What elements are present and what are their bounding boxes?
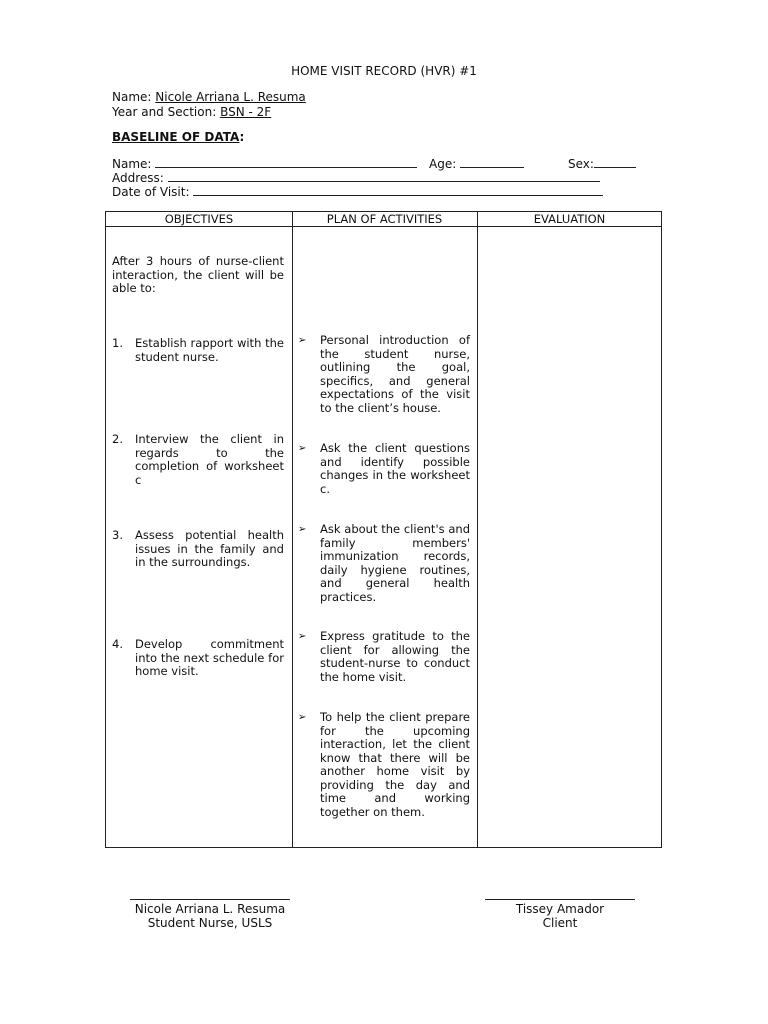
activity-item bbox=[298, 711, 470, 819]
student-signature-block bbox=[120, 899, 300, 930]
baseline-name-label: Name: bbox=[112, 157, 152, 171]
header-evaluation: EVALUATION bbox=[533, 212, 606, 226]
header-divider bbox=[106, 226, 661, 227]
objective-number: 2. bbox=[112, 432, 123, 446]
student-signature-role: Student Nurse, USLS bbox=[147, 916, 273, 930]
baseline-age-field[interactable] bbox=[429, 157, 524, 171]
baseline-date-field[interactable] bbox=[112, 185, 603, 199]
client-signature-name: Tissey Amador bbox=[515, 902, 605, 916]
activity-text: Express gratitude to the client for allowing the student-nurse to conduct the home visit. bbox=[320, 629, 470, 684]
objective-item bbox=[112, 433, 284, 487]
baseline-age-label: Age: bbox=[429, 157, 457, 171]
hvr-table bbox=[105, 211, 662, 848]
signature-line bbox=[485, 899, 635, 900]
year-section-row bbox=[112, 105, 271, 119]
baseline-heading-colon: : bbox=[239, 130, 245, 144]
activity-item bbox=[298, 523, 470, 604]
objective-item bbox=[112, 638, 284, 679]
activity-text: To help the client prepare for the upcoming interaction, let the client know that there will be another home visit by providing the day and time and working together on them. bbox=[320, 710, 470, 819]
baseline-sex-label: Sex: bbox=[568, 157, 594, 171]
baseline-address-label: Address: bbox=[112, 171, 164, 185]
baseline-sex-field[interactable] bbox=[568, 157, 636, 171]
objective-number: 3. bbox=[112, 528, 123, 542]
student-name-value: Nicole Arriana L. Resuma bbox=[155, 90, 306, 104]
baseline-name-field[interactable] bbox=[112, 157, 417, 171]
baseline-age-line[interactable] bbox=[460, 157, 524, 168]
header-objectives: OBJECTIVES bbox=[164, 212, 234, 226]
client-signature-block bbox=[475, 899, 645, 930]
arrow-bullet-icon: ➢ bbox=[298, 524, 307, 535]
column-divider bbox=[477, 212, 478, 847]
arrow-bullet-icon: ➢ bbox=[298, 631, 307, 642]
student-name-row bbox=[112, 90, 306, 104]
client-signature-role: Client bbox=[542, 916, 578, 930]
baseline-heading bbox=[112, 130, 244, 144]
activity-item bbox=[298, 442, 470, 496]
year-section-value: BSN - 2F bbox=[220, 105, 272, 119]
activity-text: Ask about the client's and family members' immunization records, daily hygiene routines, and general health practices. bbox=[320, 522, 470, 604]
objective-text: Develop commitment into the next schedule for home visit. bbox=[135, 637, 284, 678]
baseline-date-label: Date of Visit: bbox=[112, 185, 190, 199]
name-label: Name: bbox=[112, 90, 152, 104]
activity-item bbox=[298, 630, 470, 684]
objective-text: Establish rapport with the student nurse. bbox=[135, 336, 284, 364]
year-section-label: Year and Section: bbox=[112, 105, 217, 119]
column-divider bbox=[292, 212, 293, 847]
baseline-heading-text: BASELINE OF DATA bbox=[112, 130, 240, 144]
objective-text: Assess potential health issues in the family and in the surroundings. bbox=[135, 528, 284, 569]
baseline-address-line[interactable] bbox=[168, 171, 600, 182]
objectives-intro: After 3 hours of nurse-client interaction, the client will be able to: bbox=[112, 254, 284, 295]
arrow-bullet-icon: ➢ bbox=[298, 712, 307, 723]
objective-item bbox=[112, 337, 284, 364]
objective-number: 4. bbox=[112, 637, 123, 651]
header-plan-of-activities: PLAN OF ACTIVITIES bbox=[326, 212, 443, 226]
objective-text: Interview the client in regards to the completion of worksheet c bbox=[135, 432, 284, 487]
baseline-sex-line[interactable] bbox=[594, 157, 636, 168]
activity-item bbox=[298, 334, 470, 415]
objective-item bbox=[112, 529, 284, 570]
arrow-bullet-icon: ➢ bbox=[298, 335, 307, 346]
objective-number: 1. bbox=[112, 336, 123, 350]
arrow-bullet-icon: ➢ bbox=[298, 443, 307, 454]
signature-line bbox=[130, 899, 290, 900]
baseline-name-line[interactable] bbox=[155, 157, 417, 168]
activity-text: Ask the client questions and identify possible changes in the worksheet c. bbox=[320, 441, 470, 496]
page-title: HOME VISIT RECORD (HVR) #1 bbox=[291, 64, 477, 78]
student-signature-name: Nicole Arriana L. Resuma bbox=[134, 902, 286, 916]
baseline-address-field[interactable] bbox=[112, 171, 600, 185]
baseline-date-line[interactable] bbox=[193, 185, 603, 196]
activity-text: Personal introduction of the student nurse, outlining the goal, specifics, and general expectations of the visit to the client’s house. bbox=[320, 333, 470, 415]
